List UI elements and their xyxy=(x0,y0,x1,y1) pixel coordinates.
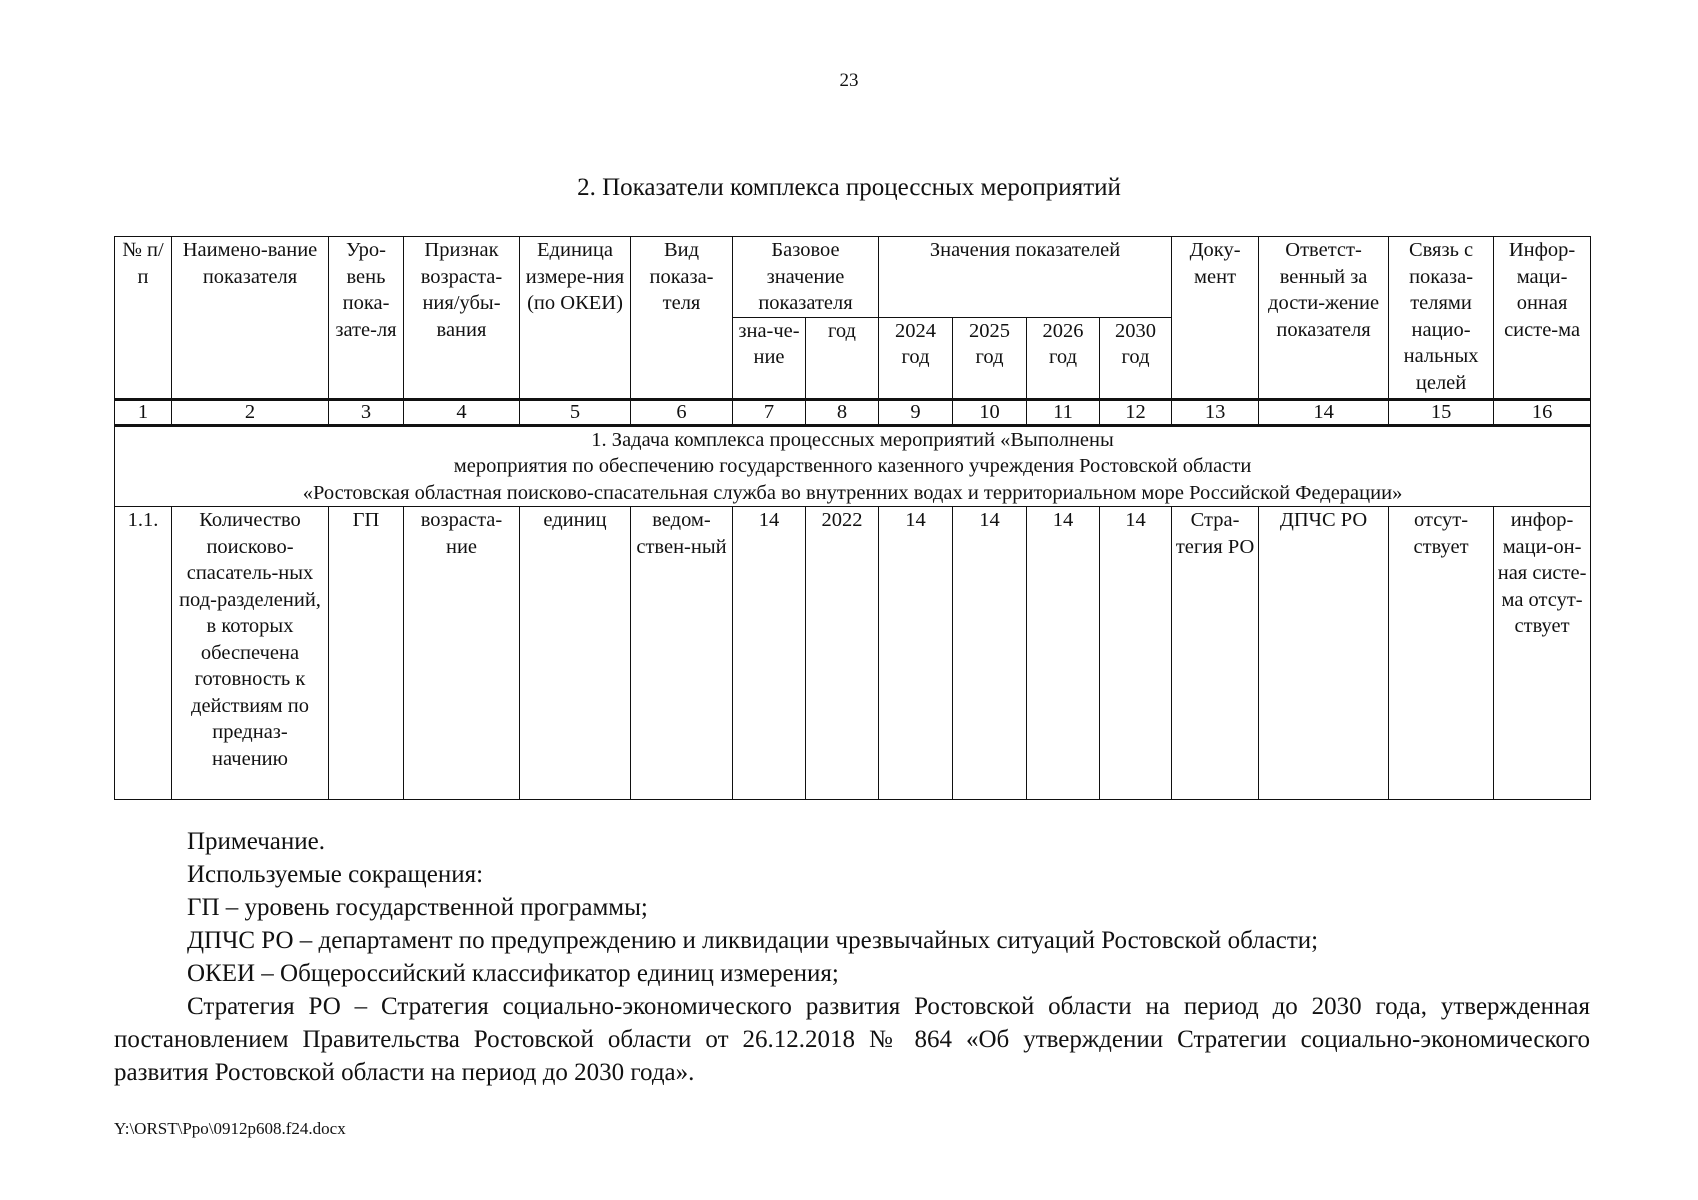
header-unit: Единица измере-ния (по ОКЕИ) xyxy=(520,237,631,400)
column-number: 11 xyxy=(1027,399,1100,425)
task-heading-line: мероприятия по обеспечению государственного казенного учреждения Ростовской области xyxy=(453,455,1252,477)
note-line: Используемые сокращения: xyxy=(187,861,484,888)
header-trend: Признак возраста-ния/убы-вания xyxy=(404,237,520,400)
header-2024: 2024 год xyxy=(879,317,953,399)
note-heading: Примечание. xyxy=(187,828,326,855)
column-number: 14 xyxy=(1259,399,1389,425)
row-trend: возраста-ние xyxy=(404,507,520,800)
column-number: 5 xyxy=(520,399,631,425)
row-value-2030: 14 xyxy=(1100,507,1172,800)
task-heading-line: 1. Задача комплекса процессных мероприятий «Выполнены xyxy=(591,428,1114,451)
row-type: ведом-ствен-ный xyxy=(631,507,733,800)
row-level: ГП xyxy=(329,507,404,800)
column-number: 7 xyxy=(733,399,806,425)
header-document: Доку-мент xyxy=(1172,237,1259,400)
column-number: 12 xyxy=(1100,399,1172,425)
column-number-row xyxy=(115,399,1591,425)
header-num: № п/п xyxy=(115,237,172,400)
column-number: 8 xyxy=(806,399,879,425)
table-row xyxy=(115,507,1591,800)
header-2030: 2030 год xyxy=(1100,317,1172,399)
header-2025: 2025 год xyxy=(953,317,1027,399)
header-name: Наимено-вание показателя xyxy=(172,237,329,400)
column-number: 13 xyxy=(1172,399,1259,425)
page-number: 23 xyxy=(839,70,859,91)
row-document: Стра-тегия РО xyxy=(1172,507,1259,800)
task-heading-line: «Ростовская областная поисково-спасательная служба во внутренних водах и территориальном море Российской Федерации» xyxy=(302,481,1403,504)
column-number: 6 xyxy=(631,399,733,425)
task-row xyxy=(115,425,1591,507)
note-line: Стратегия РО – Стратегия социально-экономического развития Ростовской области на период до 2030 года, утвержденная постановлением Правительства Ростовской области от 26.12.2018 № 864 «Об утверждении Стратегии социально-экономического развития Ростовской области на период до 2030 года». xyxy=(114,993,1590,1086)
header-values-group: Значения показателей xyxy=(879,237,1172,318)
header-link: Связь с показа-телями нацио-нальных целей xyxy=(1389,237,1494,400)
row-num: 1.1. xyxy=(115,507,172,800)
column-number: 10 xyxy=(953,399,1027,425)
header-base-value: зна-че-ние xyxy=(733,317,806,399)
section-title: 2. Показатели комплекса процессных мероприятий xyxy=(577,174,1121,201)
notes-section xyxy=(114,825,1590,1089)
row-indicator-name: Количество поисково-спасатель-ных под-разделений, в которых обеспечена готовность к действиям по предназ-начению xyxy=(172,507,329,800)
task-heading xyxy=(115,425,1591,507)
header-base-year: год xyxy=(806,317,879,399)
column-number: 1 xyxy=(115,399,172,425)
column-number: 16 xyxy=(1494,399,1591,425)
header-2026: 2026 год xyxy=(1027,317,1100,399)
note-line: ОКЕИ – Общероссийский классификатор единиц измерения; xyxy=(187,960,839,987)
header-level: Уро-вень пока-зате-ля xyxy=(329,237,404,400)
row-base-value: 14 xyxy=(733,507,806,800)
header-base-group: Базовое значение показателя xyxy=(733,237,879,318)
column-number: 9 xyxy=(879,399,953,425)
row-value-2024: 14 xyxy=(879,507,953,800)
indicators-table xyxy=(114,236,1591,800)
row-unit: единиц xyxy=(520,507,631,800)
row-value-2026: 14 xyxy=(1027,507,1100,800)
header-responsible: Ответст-венный за дости-жение показателя xyxy=(1259,237,1389,400)
note-line: ГП – уровень государственной программы; xyxy=(187,894,648,921)
header-row-1 xyxy=(115,237,1591,318)
row-link: отсут-ствует xyxy=(1389,507,1494,800)
file-path-footer: Y:\ORST\Ppo\0912p608.f24.docx xyxy=(114,1119,346,1138)
row-value-2025: 14 xyxy=(953,507,1027,800)
row-info-system: инфор-маци-он-ная систе-ма отсут-ствует xyxy=(1494,507,1591,800)
row-base-year: 2022 xyxy=(806,507,879,800)
header-info: Инфор-маци-онная систе-ма xyxy=(1494,237,1591,400)
column-number: 4 xyxy=(404,399,520,425)
header-type: Вид показа-теля xyxy=(631,237,733,400)
row-responsible: ДПЧС РО xyxy=(1259,507,1389,800)
note-line: ДПЧС РО – департамент по предупреждению и ликвидации чрезвычайных ситуаций Ростовской области; xyxy=(187,927,1319,954)
column-number: 2 xyxy=(172,399,329,425)
column-number: 3 xyxy=(329,399,404,425)
column-number: 15 xyxy=(1389,399,1494,425)
